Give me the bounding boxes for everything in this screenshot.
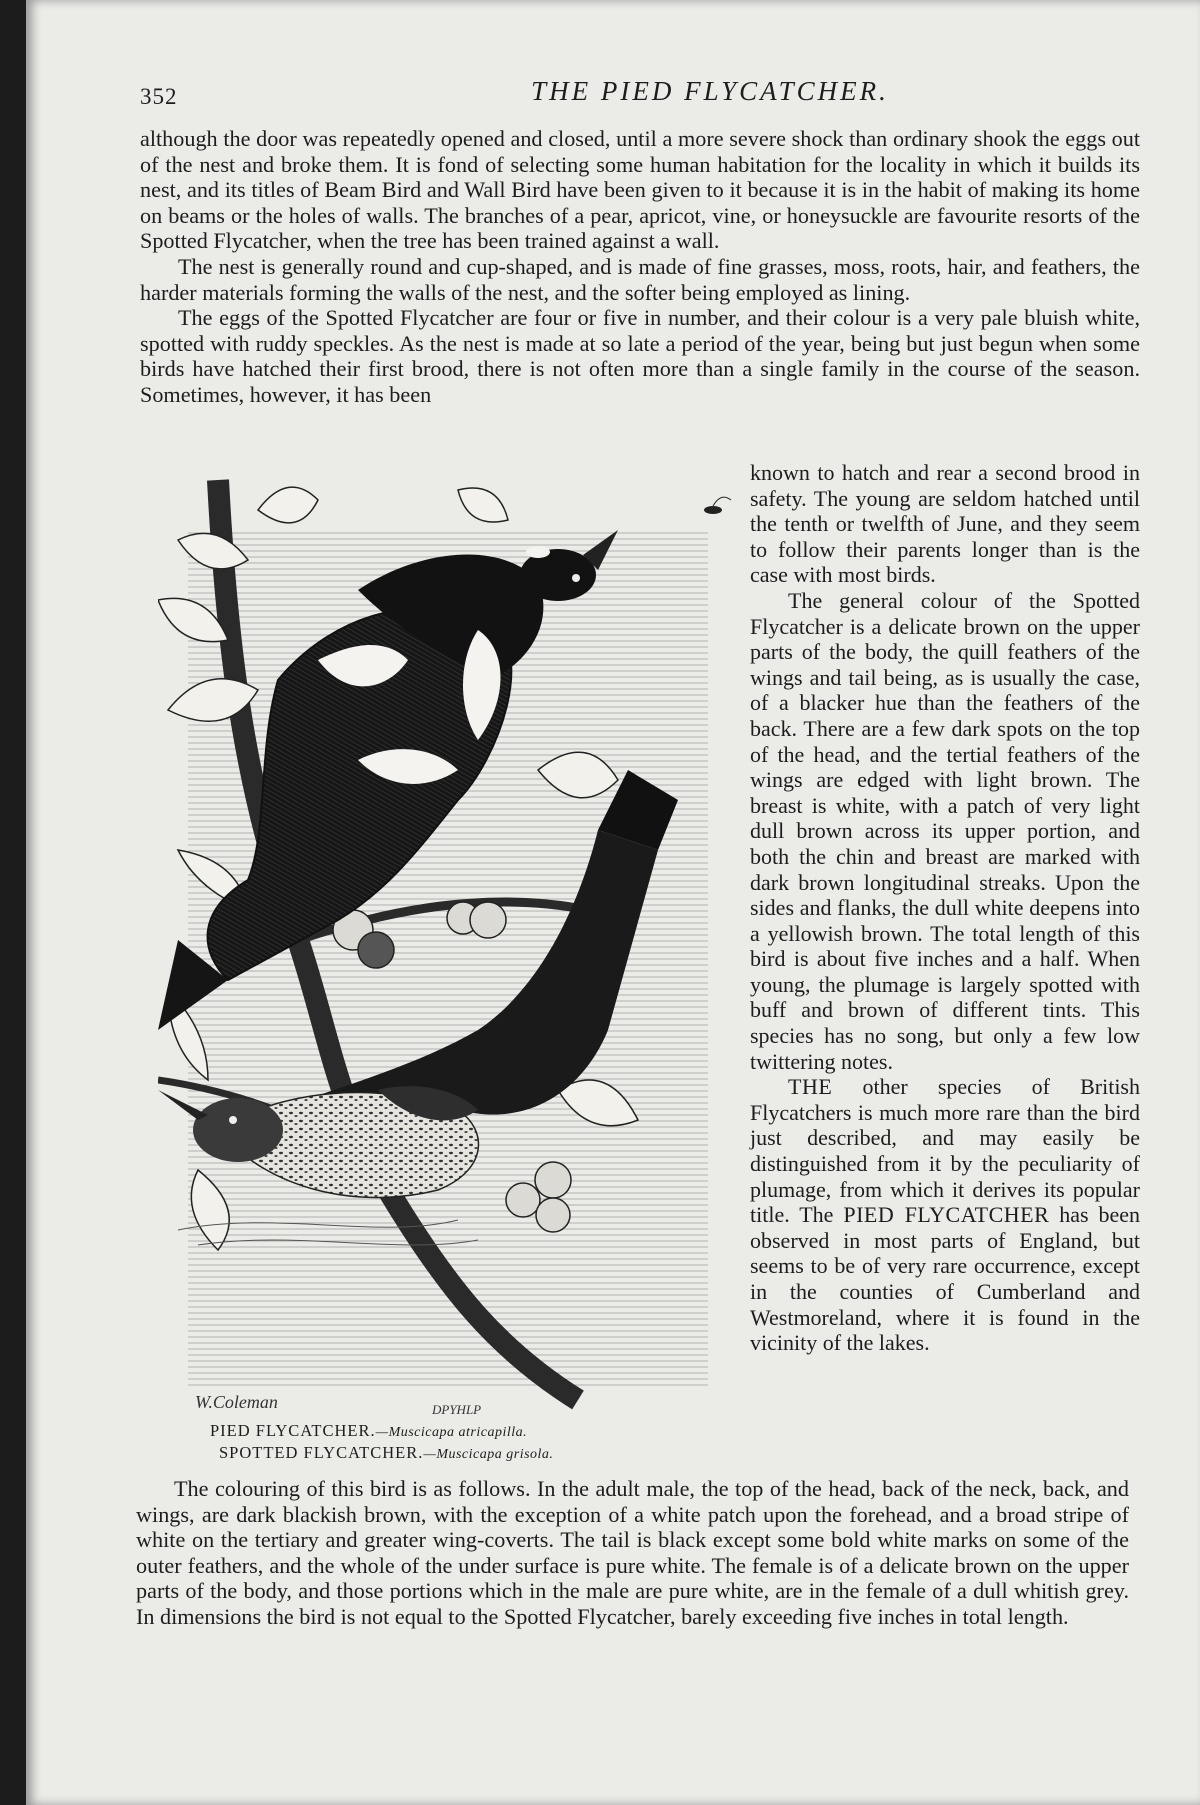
figure-caption-spotted (219, 1443, 779, 1463)
paragraph-general-colour: The general colour of the Spotted Flycatcher is a delicate brown on the upper parts of the body, the quill feathers of the wings and tail being, as is usually the case, of a blacker hue than the feathers of the back. There are a few dark spots on the top of the head, and the tertial feathers of the wings are edged with light brown. The breast is white, with a patch of very light dull brown across its upper portion, and both the chin and breast are marked with dark brown longitudinal streaks. Upon the sides and flanks, the dull white deepens into a yellowish brown. The total length of this bird is about five inches and a half. When young, the plumage is largely spotted with buff and brown of different tints. This species has no song, but only a few low twittering notes. (750, 587, 1140, 1074)
running-title: THE PIED FLYCATCHER. (531, 76, 889, 106)
paragraph-text: has been observed in most parts of England, but seems to be of very rare occurrence, except in the counties of Cumberland and Westmoreland, where it is found in the vicinity of the lakes. (750, 1202, 1141, 1356)
bottom-text-block (136, 1476, 1129, 1630)
artist-signature: W.Coleman (195, 1392, 278, 1412)
insect-illustration (704, 497, 731, 514)
engraver-signature: DPYHLP (432, 1402, 482, 1417)
right-column-text (750, 460, 1140, 1356)
paragraph-continuation: although the door was repeatedly opened and closed, until a more severe shock than ordinary shook the eggs out of the nest and broke them. It is fond of selecting some human habitation for the locality in which it builds its nest, and its titles of Beam Bird and Wall Bird have been given to it because it is in the habit of making its home on beams or the holes of walls. The branches of a pear, apricot, vine, or honeysuckle are favourite resorts of the Spotted Flycatcher, when the tree has been trained against a wall. (140, 126, 1140, 254)
top-text-block (140, 126, 1140, 408)
caption-latin-name: —Muscicapa grisola. (423, 1447, 554, 1462)
caption-latin-name: —Muscicapa atricapilla. (375, 1425, 528, 1440)
paragraph-young: known to hatch and rear a second brood in safety. The young are seldom hatched until the tenth or twelfth of June, and they seem to follow their parents longer than is the case with most birds. (750, 460, 1140, 588)
paragraph-eggs: The eggs of the Spotted Flycatcher are four or five in number, and their colour is a very pale bluish white, spotted with ruddy speckles. As the nest is made at so late a period of the year, being but just begun when some birds have hatched their first brood, there is not often more than a single family in the course of the season. Sometimes, however, it has been (140, 305, 1140, 407)
paragraph-other-species (750, 1074, 1140, 1356)
caption-common-name: SPOTTED FLYCATCHER. (219, 1443, 424, 1462)
paragraph-colouring: The colouring of this bird is as follows. In the adult male, the top of the head, back of the neck, back, and wings, are dark blackish brown, with the exception of a white patch upon the forehead, and a broad stripe of white on the tertiary and greater wing-coverts. The tail is black except some bold white marks on some of the outer feathers, and the whole of the under surface is pure white. The female is of a delicate brown on the upper parts of the body, and those portions which in the male are pure white, are in the female of a dull whitish grey. In dimensions the bird is not equal to the Spotted Flycatcher, barely exceeding five inches in total length. (136, 1476, 1129, 1629)
drop-lead-word: THE (788, 1074, 833, 1100)
caption-common-name: PIED FLYCATCHER. (210, 1421, 376, 1440)
paragraph-nest: The nest is generally round and cup-shaped, and is made of fine grasses, moss, roots, hair, and feathers, the harder materials forming the walls of the nest, and the softer being employed as lining. (140, 253, 1140, 305)
figure-caption-pied (210, 1421, 770, 1441)
species-name: PIED FLYCATCHER (843, 1202, 1050, 1228)
paragraph-text: other species of British Flycatchers is much more rare than the bird just described, and may easily be distinguished from it by the peculiarity of plumage, from which it derives its popular title. The (750, 1074, 1140, 1228)
page-number: 352 (140, 84, 178, 109)
flycatcher-engraving (158, 470, 748, 1422)
